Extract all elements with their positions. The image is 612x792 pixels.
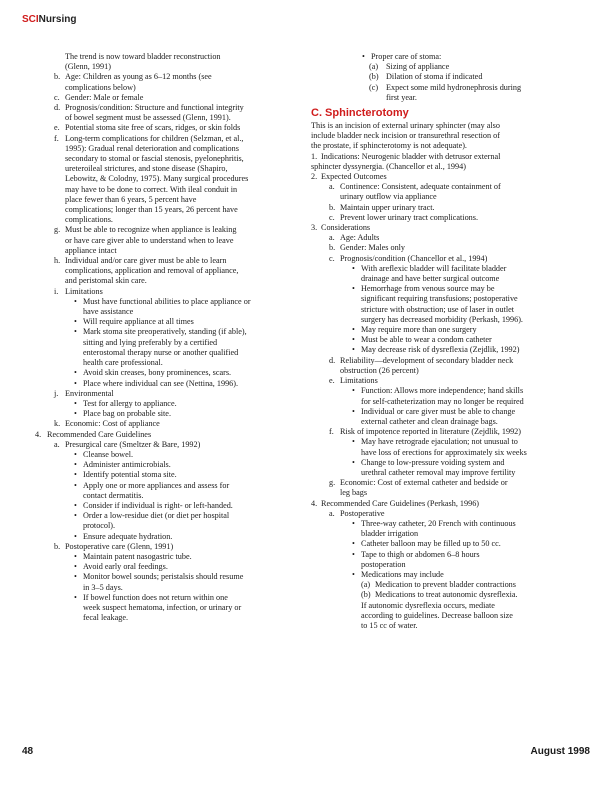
line-text: first year. [386, 92, 417, 102]
line-text: sitting and lying preferably by a certified [83, 337, 218, 347]
line-text: Economic: Cost of appliance [65, 419, 160, 429]
line-text: complications, application and removal of appliance, [65, 266, 239, 276]
line-text: May require more than one surgery [361, 325, 477, 335]
list-marker: • [352, 518, 355, 528]
list-marker: • [74, 317, 77, 327]
text-line [311, 366, 591, 376]
line-text: complications below) [65, 82, 136, 92]
line-text: Gender: Males only [340, 243, 406, 253]
text-line [311, 172, 591, 182]
list-marker: • [74, 460, 77, 470]
line-text: Lebowitz, & Colodny, 1975). Many surgical procedures [65, 174, 249, 184]
line-text: Reliability—development of secondary bladder neck [340, 355, 514, 365]
list-marker: • [74, 551, 77, 561]
line-text: Continence: Consistent, adequate containment of [340, 182, 501, 192]
text-line [311, 539, 591, 549]
list-marker: • [74, 562, 77, 572]
text-line [311, 192, 591, 202]
text-line [28, 276, 304, 286]
text-line [311, 83, 591, 93]
list-marker: g. [329, 478, 336, 488]
list-marker: • [352, 263, 355, 273]
text-line [28, 236, 304, 246]
right-column [311, 52, 591, 631]
text-line [311, 376, 591, 386]
text-line [28, 225, 304, 235]
list-marker: (b) [369, 72, 379, 82]
line-text: Expected Outcomes [321, 172, 387, 182]
text-line [311, 580, 591, 590]
text-line [311, 478, 591, 488]
list-marker: • [352, 345, 355, 355]
list-marker: c. [329, 212, 335, 222]
text-line [311, 52, 591, 62]
text-line [28, 603, 304, 613]
list-marker: a. [329, 233, 335, 243]
text-line [311, 345, 591, 355]
line-text: Limitations [65, 286, 103, 296]
text-line [28, 358, 304, 368]
list-marker: • [352, 284, 355, 294]
list-marker: • [74, 378, 77, 388]
text-line [28, 93, 304, 103]
text-line [28, 572, 304, 582]
text-line [28, 113, 304, 123]
text-line [28, 501, 304, 511]
line-text: bladder irrigation [361, 529, 419, 539]
line-text: Presurgical care (Smeltzer & Bare, 1992) [65, 439, 201, 449]
text-line [311, 509, 591, 519]
text-line [311, 417, 591, 427]
list-marker: • [74, 449, 77, 459]
list-marker: a. [54, 439, 60, 449]
text-line [311, 519, 591, 529]
text-line [311, 141, 591, 151]
text-line [28, 103, 304, 113]
list-marker: f. [329, 427, 334, 437]
line-text: complications. [65, 215, 113, 225]
text-line [28, 613, 304, 623]
list-marker: • [74, 572, 77, 582]
line-text: have assistance [83, 307, 134, 317]
text-line [311, 243, 591, 253]
line-text: Must be able to wear a condom catheter [361, 335, 492, 345]
line-text: If bowel function does not return within one [83, 592, 228, 602]
line-text: Economic: Cost of external catheter and bedside or [340, 478, 508, 488]
list-marker: k. [54, 419, 61, 429]
list-marker: 4. [35, 429, 42, 439]
brand-nursing: Nursing [38, 14, 77, 25]
list-marker: • [74, 368, 77, 378]
text-line [28, 215, 304, 225]
text-line [28, 144, 304, 154]
line-text: according to guidelines. Decrease balloon size [361, 610, 513, 620]
list-marker: • [352, 457, 355, 467]
text-line [28, 327, 304, 337]
list-marker: • [74, 592, 77, 602]
line-text: May decrease risk of dysreflexia (Zejdlik, 1992) [361, 345, 520, 355]
text-line [311, 152, 591, 162]
text-line [28, 450, 304, 460]
text-line [28, 552, 304, 562]
text-line [311, 529, 591, 539]
text-line [311, 72, 591, 82]
text-line [311, 560, 591, 570]
list-marker: • [352, 406, 355, 416]
line-text: Limitations [340, 376, 378, 386]
line-text: Potential stoma site free of scars, ridges, or skin folds [65, 123, 241, 133]
text-line [28, 154, 304, 164]
line-text: place fewer than 6 years, 5 percent have [65, 194, 197, 204]
text-line [311, 386, 591, 396]
line-text: Must be able to recognize when appliance is leaking [65, 225, 237, 235]
list-marker: 1. [311, 151, 318, 161]
text-line [311, 121, 591, 131]
text-line [28, 470, 304, 480]
text-line [28, 562, 304, 572]
text-line [311, 356, 591, 366]
brand-sci: SCI [22, 14, 39, 25]
text-line [311, 284, 591, 294]
list-marker: • [352, 437, 355, 447]
list-marker: • [74, 531, 77, 541]
text-line [28, 72, 304, 82]
line-text: Gender: Male or female [65, 92, 144, 102]
line-text: Proper care of stoma: [371, 52, 442, 61]
line-text: Medications to treat autonomic dysreflexia. [375, 590, 518, 600]
line-text: Catheter balloon may be filled up to 50 cc. [361, 539, 501, 549]
line-text: Sizing of appliance [386, 62, 450, 72]
text-line [311, 182, 591, 192]
text-line [28, 52, 304, 62]
line-text: the prostate, if sphincterotomy is not adequate). [311, 141, 467, 151]
text-line [311, 203, 591, 213]
line-text: Tape to thigh or abdomen 6–8 hours [361, 549, 480, 559]
text-line [311, 264, 591, 274]
text-line [311, 397, 591, 407]
text-line [28, 440, 304, 450]
line-text: obstruction (26 percent) [340, 365, 419, 375]
line-text: Environmental [65, 388, 114, 398]
line-text: Avoid skin creases, bony prominences, scars. [83, 368, 232, 378]
line-text: complications; longer than 15 years, 26 percent have [65, 205, 238, 215]
list-marker: • [352, 539, 355, 549]
text-line [28, 195, 304, 205]
line-text: Order a low-residue diet (or diet per hospital [83, 511, 230, 521]
line-text: Postoperative care (Glenn, 1991) [65, 541, 174, 551]
text-line [28, 338, 304, 348]
line-text: secondary to stomal or fascial stenosis, pyelonephritis, [65, 154, 244, 164]
list-marker: b. [329, 202, 336, 212]
line-text: Monitor bowel sounds; peristalsis should resume [83, 572, 244, 582]
line-text: have loss of erections for approximately six weeks [361, 447, 527, 457]
text-line [28, 593, 304, 603]
text-line [311, 458, 591, 468]
text-line [311, 254, 591, 264]
line-text: leg bags [340, 488, 368, 498]
line-text: Mark stoma site preoperatively, standing (if able), [83, 327, 247, 337]
line-text: Apply one or more appliances and assess for [83, 480, 230, 490]
line-text: enterostomal therapy nurse or another qualified [83, 347, 239, 357]
line-text: external catheter and clean drainage bags. [361, 416, 498, 426]
text-line [28, 542, 304, 552]
list-marker: • [74, 398, 77, 408]
line-text: With areflexic bladder will facilitate bladder [361, 263, 507, 273]
stoma-care-list [311, 52, 591, 103]
text-line [28, 583, 304, 593]
issue-date: August 1998 [530, 746, 590, 757]
text-line [311, 448, 591, 458]
text-line [311, 162, 591, 172]
text-line [28, 379, 304, 389]
line-text: Considerations [321, 223, 371, 233]
text-line [311, 223, 591, 233]
list-marker: 4. [311, 498, 318, 508]
line-text: Cleanse bowel. [83, 449, 134, 459]
line-text: Postoperative [340, 508, 385, 518]
line-text: urethral catheter removal may improve fertility [361, 467, 516, 477]
text-line [311, 325, 591, 335]
list-marker: • [74, 409, 77, 419]
text-line [28, 317, 304, 327]
line-text: This is an incision of external urinary sphincter (may also [311, 121, 500, 131]
list-marker: 2. [311, 172, 318, 182]
text-line [311, 468, 591, 478]
line-text: If autonomic dysreflexia occurs, mediate [361, 600, 495, 610]
line-text: Prognosis/condition: Structure and functional integrity [65, 103, 244, 113]
text-line [28, 419, 304, 429]
line-text: (Glenn, 1991) [65, 62, 111, 72]
list-marker: b. [54, 541, 61, 551]
text-line [28, 368, 304, 378]
text-line [28, 521, 304, 531]
line-text: ureteroileal strictures, and stone disease (Shapiro, [65, 164, 228, 174]
line-text: for self-catheterization may no longer be required [361, 396, 524, 406]
text-line [311, 437, 591, 447]
left-column [28, 52, 304, 623]
line-text: Prognosis/condition (Chancellor et al., 1994) [340, 253, 488, 263]
text-line [311, 590, 591, 600]
line-text: Age: Adults [340, 233, 380, 243]
line-text: protocol). [83, 521, 116, 531]
list-marker: a. [329, 182, 335, 192]
line-text: Dilation of stoma if indicated [386, 72, 483, 82]
text-line [28, 266, 304, 276]
line-text: Maintain upper urinary tract. [340, 202, 435, 212]
line-text: and peristomal skin care. [65, 276, 147, 286]
text-line [311, 93, 591, 103]
text-line [28, 83, 304, 93]
list-marker: b. [54, 72, 61, 82]
line-text: Recommended Care Guidelines [47, 429, 152, 439]
text-line [311, 213, 591, 223]
line-text: Recommended Care Guidelines (Perkash, 1996) [321, 498, 480, 508]
line-text: Three-way catheter, 20 French with continuous [361, 518, 516, 528]
text-line [311, 315, 591, 325]
section-heading: C. Sphincterotomy [311, 107, 409, 120]
line-text: Avoid early oral feedings. [83, 562, 168, 572]
line-text: contact dermatitis. [83, 490, 144, 500]
line-text: Must have functional abilities to place appliance or [83, 296, 251, 306]
line-text: Expect some mild hydronephrosis during [386, 82, 522, 92]
line-text: Change to low-pressure voiding system and [361, 457, 505, 467]
text-line [28, 287, 304, 297]
list-marker: c. [54, 92, 60, 102]
line-text: drainage and have better surgical outcome [361, 274, 500, 284]
line-text: postoperation [361, 559, 406, 569]
list-marker: (b) [361, 590, 371, 600]
list-marker: (a) [361, 580, 371, 590]
line-text: Identify potential stoma site. [83, 470, 177, 480]
text-line [311, 499, 591, 509]
text-line [311, 427, 591, 437]
text-line [28, 256, 304, 266]
list-marker: d. [54, 103, 61, 113]
list-marker: • [74, 480, 77, 490]
line-text: Function: Allows more independence; hand skills [361, 386, 524, 396]
line-text: include bladder neck incision or transurethral resection of [311, 131, 500, 141]
text-line [28, 174, 304, 184]
text-line [28, 246, 304, 256]
line-text: Maintain patent nasogastric tube. [83, 551, 192, 561]
line-text: Risk of impotence reported in literature (Zejdlik, 1992) [340, 427, 521, 437]
list-marker: • [74, 470, 77, 480]
text-line [311, 550, 591, 560]
text-line [28, 348, 304, 358]
line-text: Medication to prevent bladder contractions [375, 580, 516, 590]
text-line [28, 389, 304, 399]
line-text: Place bag on probable site. [83, 409, 171, 419]
sphincterotomy-section [311, 121, 591, 631]
text-line [28, 532, 304, 542]
line-text: Prevent lower urinary tract complications. [340, 212, 479, 222]
text-line [28, 205, 304, 215]
list-marker: (c) [369, 82, 379, 92]
line-text: Ensure adequate hydration. [83, 531, 173, 541]
text-line [311, 488, 591, 498]
text-line [28, 460, 304, 470]
text-line [28, 185, 304, 195]
line-text: Individual or care giver must be able to change [361, 406, 516, 416]
list-marker: • [352, 549, 355, 559]
list-marker: e. [329, 376, 335, 386]
text-line [28, 123, 304, 133]
list-marker: i. [54, 286, 59, 296]
text-line [311, 233, 591, 243]
text-line [311, 305, 591, 315]
list-marker: • [74, 511, 77, 521]
line-text: Test for allergy to appliance. [83, 398, 177, 408]
line-text: week suspect hematoma, infection, or urinary or [83, 602, 242, 612]
text-line [311, 62, 591, 72]
list-marker: • [352, 325, 355, 335]
line-text: in 3–5 days. [83, 582, 123, 592]
list-marker: c. [329, 253, 335, 263]
line-text: Consider if individual is right- or left-handed. [83, 500, 233, 510]
text-line [28, 297, 304, 307]
line-text: to 15 cc of water. [361, 620, 418, 630]
line-text: 1995): Gradual renal deterioration and complications [65, 143, 239, 153]
text-line [311, 274, 591, 284]
list-marker: b. [329, 243, 336, 253]
line-text: may have to be done to correct. With ileal conduit in [65, 184, 238, 194]
list-marker: g. [54, 225, 61, 235]
page-number: 48 [22, 746, 34, 757]
line-text: significant requiring transfusions; postoperative [361, 294, 518, 304]
list-marker: a. [329, 508, 335, 518]
text-line [28, 399, 304, 409]
text-line [28, 430, 304, 440]
line-text: stricture with obstruction; use of laser in outlet [361, 304, 515, 314]
list-marker: • [352, 569, 355, 579]
text-line [311, 407, 591, 417]
line-text: Long-term complications for children (Selzman, et al., [65, 133, 244, 143]
line-text: or have care giver able to understand when to leave [65, 235, 234, 245]
line-text: The trend is now toward bladder reconstruction [65, 52, 221, 61]
text-line [311, 611, 591, 621]
text-line [28, 481, 304, 491]
text-line [311, 621, 591, 631]
text-line [28, 409, 304, 419]
line-text: appliance intact [65, 245, 117, 255]
list-marker: 3. [311, 223, 318, 233]
line-text: Will require appliance at all times [83, 317, 194, 327]
text-line [311, 570, 591, 580]
list-marker: d. [329, 355, 336, 365]
line-text: fecal leakage. [83, 613, 128, 623]
list-marker: h. [54, 256, 61, 266]
line-text: Age: Children as young as 6–12 months (see [65, 72, 212, 82]
line-text: Indications: Neurogenic bladder with detrusor external [321, 151, 501, 161]
text-line [28, 307, 304, 317]
text-line [28, 491, 304, 501]
list-marker: • [74, 500, 77, 510]
text-line [311, 294, 591, 304]
line-text: sphincter dyssynergia. (Chancellor et al., 1994) [311, 161, 466, 171]
journal-brand [22, 14, 76, 25]
line-text: Individual and/or care giver must be able to learn [65, 256, 227, 266]
text-line [311, 601, 591, 611]
list-marker: • [362, 52, 365, 61]
list-marker: • [352, 335, 355, 345]
text-line [311, 131, 591, 141]
list-marker: e. [54, 123, 60, 133]
line-text: urinary outflow via appliance [340, 192, 437, 202]
text-line [28, 62, 304, 72]
line-text: May have retrograde ejaculation; not unusual to [361, 437, 518, 447]
line-text: health care professional. [83, 358, 163, 368]
line-text: Medications may include [361, 569, 444, 579]
line-text: Administer antimicrobials. [83, 460, 171, 470]
list-marker: f. [54, 133, 59, 143]
text-line [28, 134, 304, 144]
list-marker: j. [54, 388, 59, 398]
list-marker: • [74, 296, 77, 306]
line-text: Place where individual can see (Nettina, 1996). [83, 378, 239, 388]
line-text: of bowel segment must be assessed (Glenn, 1991). [65, 113, 231, 123]
text-line [28, 511, 304, 521]
list-marker: • [74, 327, 77, 337]
text-line [311, 335, 591, 345]
line-text: Hemorrhage from venous source may be [361, 284, 495, 294]
line-text: surgery has decreased morbidity (Perkash, 1996). [361, 314, 523, 324]
text-line [28, 164, 304, 174]
list-marker: • [352, 386, 355, 396]
list-marker: (a) [369, 62, 379, 72]
